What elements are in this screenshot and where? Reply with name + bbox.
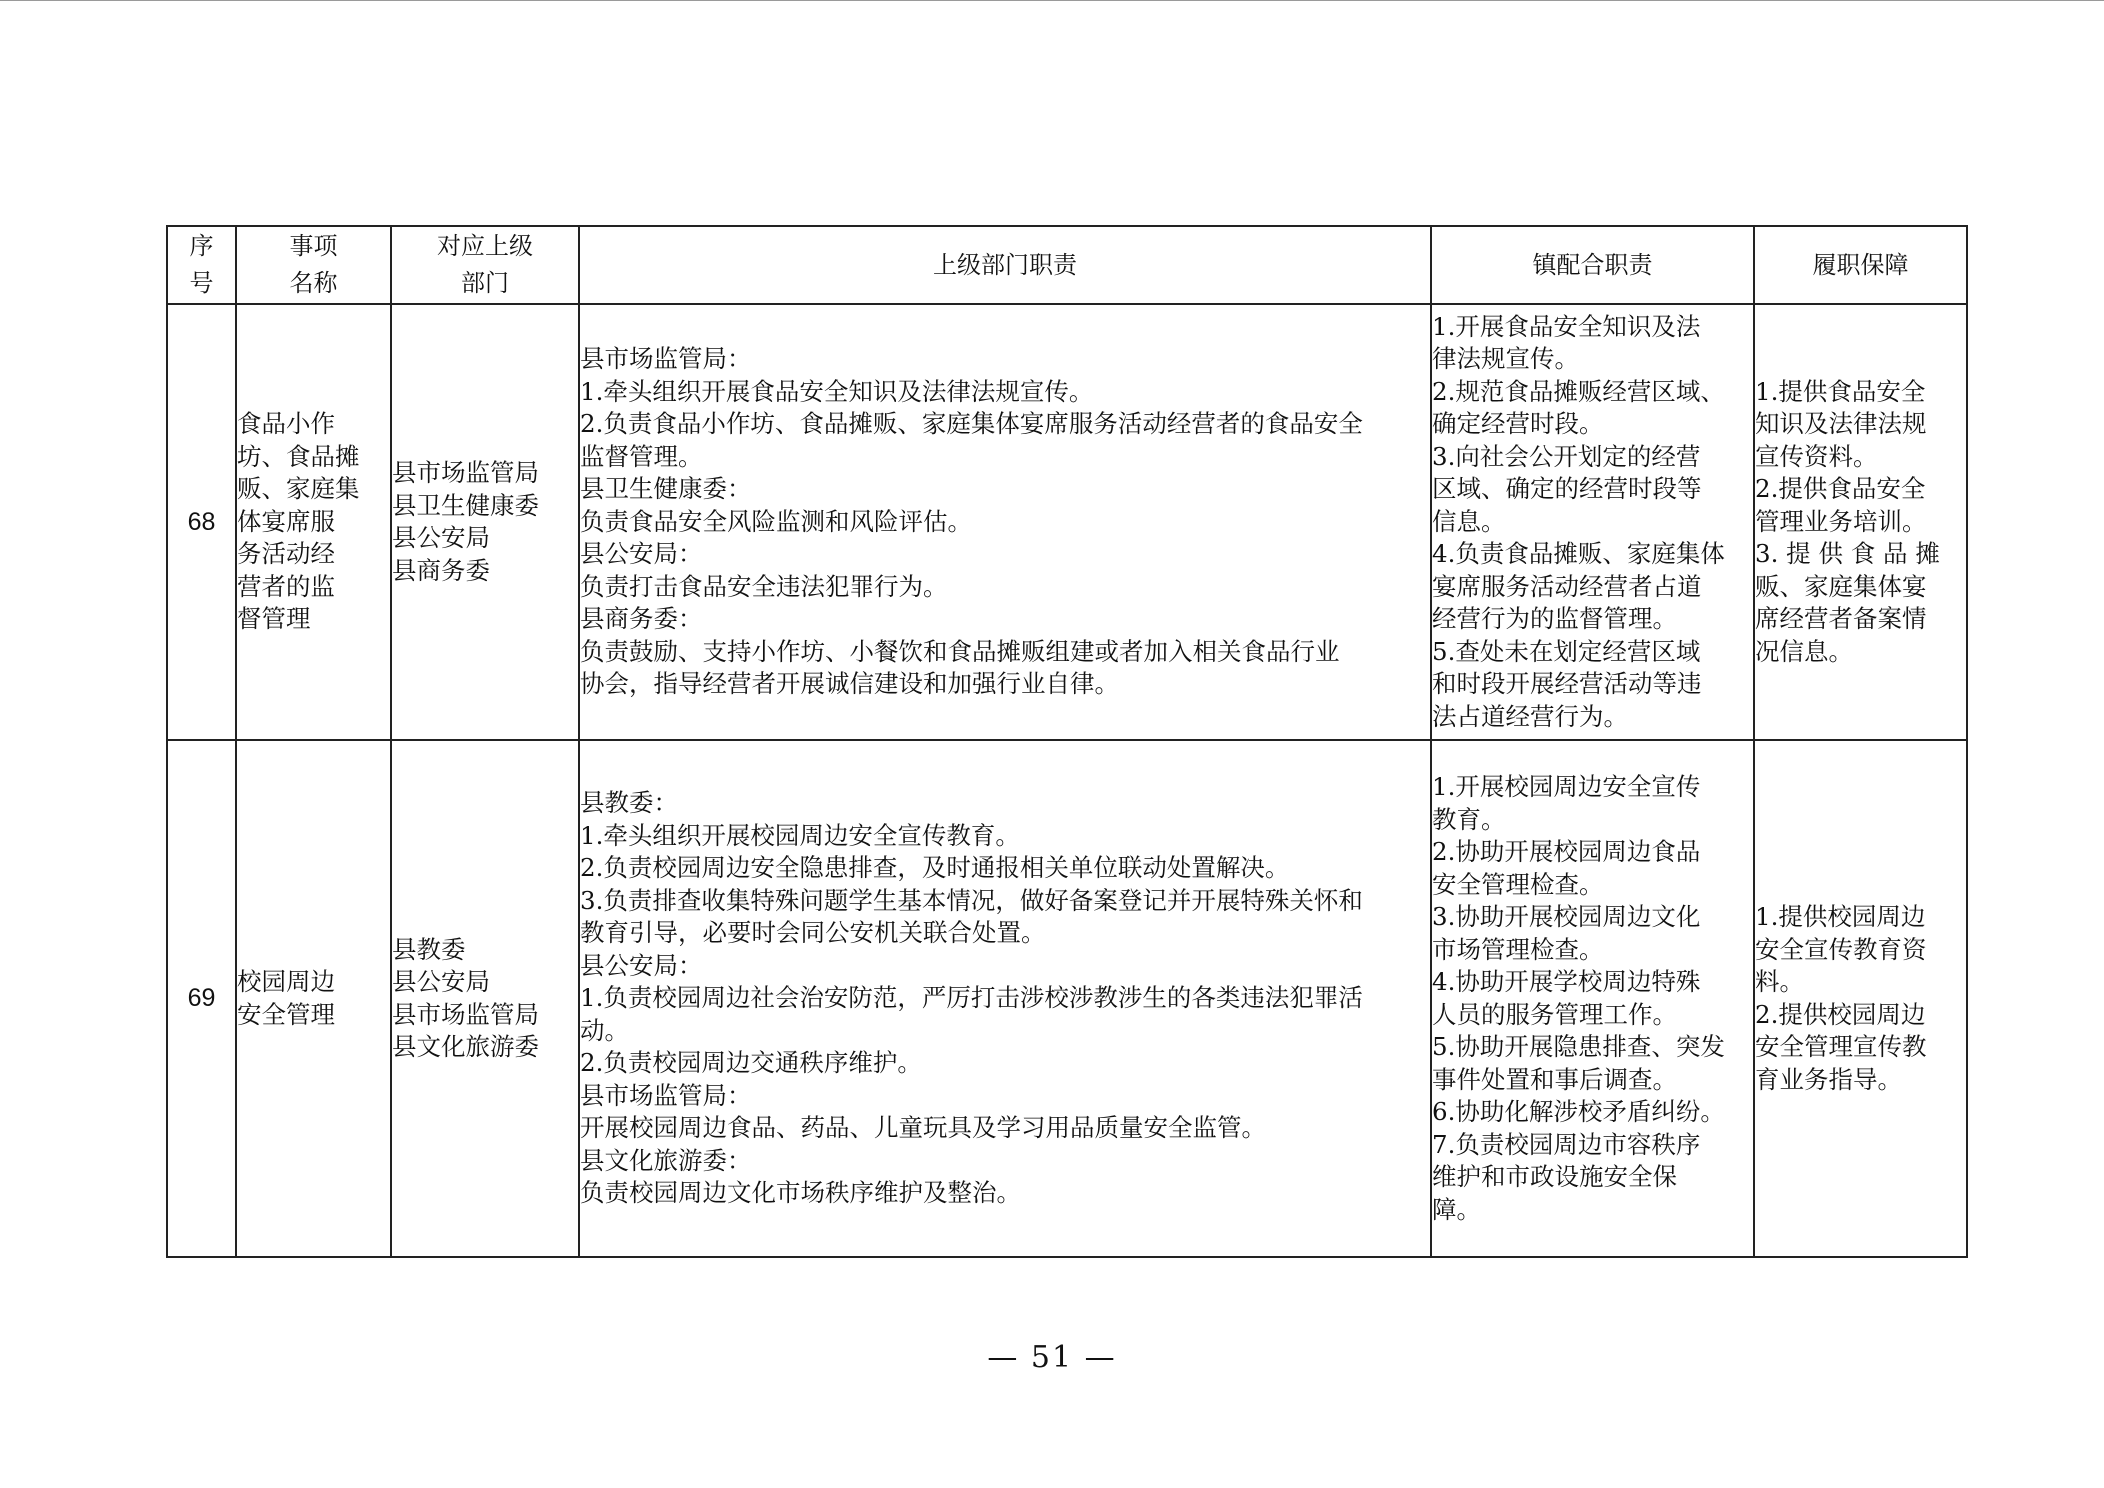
row-serial-number: 69 (167, 740, 236, 1257)
header-town-cooperation-duties: 镇配合职责 (1431, 226, 1754, 304)
row-superior-departments: 县教委 县公安局 县市场监管局 县文化旅游委 (391, 740, 579, 1257)
table-header-row (167, 226, 1967, 304)
row-item-name: 食品小作 坊、食品摊 贩、家庭集 体宴席服 务活动经 营者的监 督管理 (236, 304, 391, 740)
row-item-name: 校园周边 安全管理 (236, 740, 391, 1257)
row-superior-departments: 县市场监管局 县卫生健康委 县公安局 县商务委 (391, 304, 579, 740)
page-number: — 51 — (987, 1340, 1117, 1375)
row-duty-guarantee: 1.提供校园周边 安全宣传教育资 料。 2.提供校园周边 安全管理宣传教 育业务指导。 (1754, 740, 1967, 1257)
table-row (167, 740, 1967, 1257)
header-item-name: 事项 名称 (236, 226, 391, 304)
header-superior-duties: 上级部门职责 (579, 226, 1431, 304)
responsibility-table (166, 225, 1968, 1258)
row-serial-number: 68 (167, 304, 236, 740)
header-duty-guarantee: 履职保障 (1754, 226, 1967, 304)
header-superior-department: 对应上级 部门 (391, 226, 579, 304)
row-duty-guarantee: 1.提供食品安全 知识及法律法规 宣传资料。 2.提供食品安全 管理业务培训。 3. 提 供 食 品 摊 贩、家庭集体宴 席经营者备案情 况信息。 (1754, 304, 1967, 740)
table-row (167, 304, 1967, 740)
row-town-cooperation-duties: 1.开展食品安全知识及法 律法规宣传。 2.规范食品摊贩经营区域、 确定经营时段。 3.向社会公开划定的经营 区域、确定的经营时段等 信息。 4.负责食品摊贩、家庭集体 宴席服务活动经营者占道 经营行为的监督管理。 5.查处未在划定经营区域 和时段开展经营活动等违 法占道经营行为。 (1431, 304, 1754, 740)
row-superior-duties: 县教委： 1.牵头组织开展校园周边安全宣传教育。 2.负责校园周边安全隐患排查，及时通报相关单位联动处置解决。 3.负责排查收集特殊问题学生基本情况，做好备案登记并开展特殊关怀和 教育引导，必要时会同公安机关联合处置。 县公安局： 1.负责校园周边社会治安防范，严厉打击涉校涉教涉生的各类违法犯罪活 动。 2.负责校园周边交通秩序维护。 县市场监管局： 开展校园周边食品、药品、儿童玩具及学习用品质量安全监管。 县文化旅游委： 负责校园周边文化市场秩序维护及整治。 (579, 740, 1431, 1257)
top-border-line (0, 0, 2104, 1)
row-town-cooperation-duties: 1.开展校园周边安全宣传 教育。 2.协助开展校园周边食品 安全管理检查。 3.协助开展校园周边文化 市场管理检查。 4.协助开展学校周边特殊 人员的服务管理工作。 5.协助开展隐患排查、突发 事件处置和事后调查。 6.协助化解涉校矛盾纠纷。 7.负责校园周边市容秩序 维护和市政设施安全保 障。 (1431, 740, 1754, 1257)
header-serial-number: 序 号 (167, 226, 236, 304)
row-superior-duties: 县市场监管局： 1.牵头组织开展食品安全知识及法律法规宣传。 2.负责食品小作坊、食品摊贩、家庭集体宴席服务活动经营者的食品安全 监督管理。 县卫生健康委： 负责食品安全风险监测和风险评估。 县公安局： 负责打击食品安全违法犯罪行为。 县商务委： 负责鼓励、支持小作坊、小餐饮和食品摊贩组建或者加入相关食品行业 协会，指导经营者开展诚信建设和加强行业自律。 (579, 304, 1431, 740)
